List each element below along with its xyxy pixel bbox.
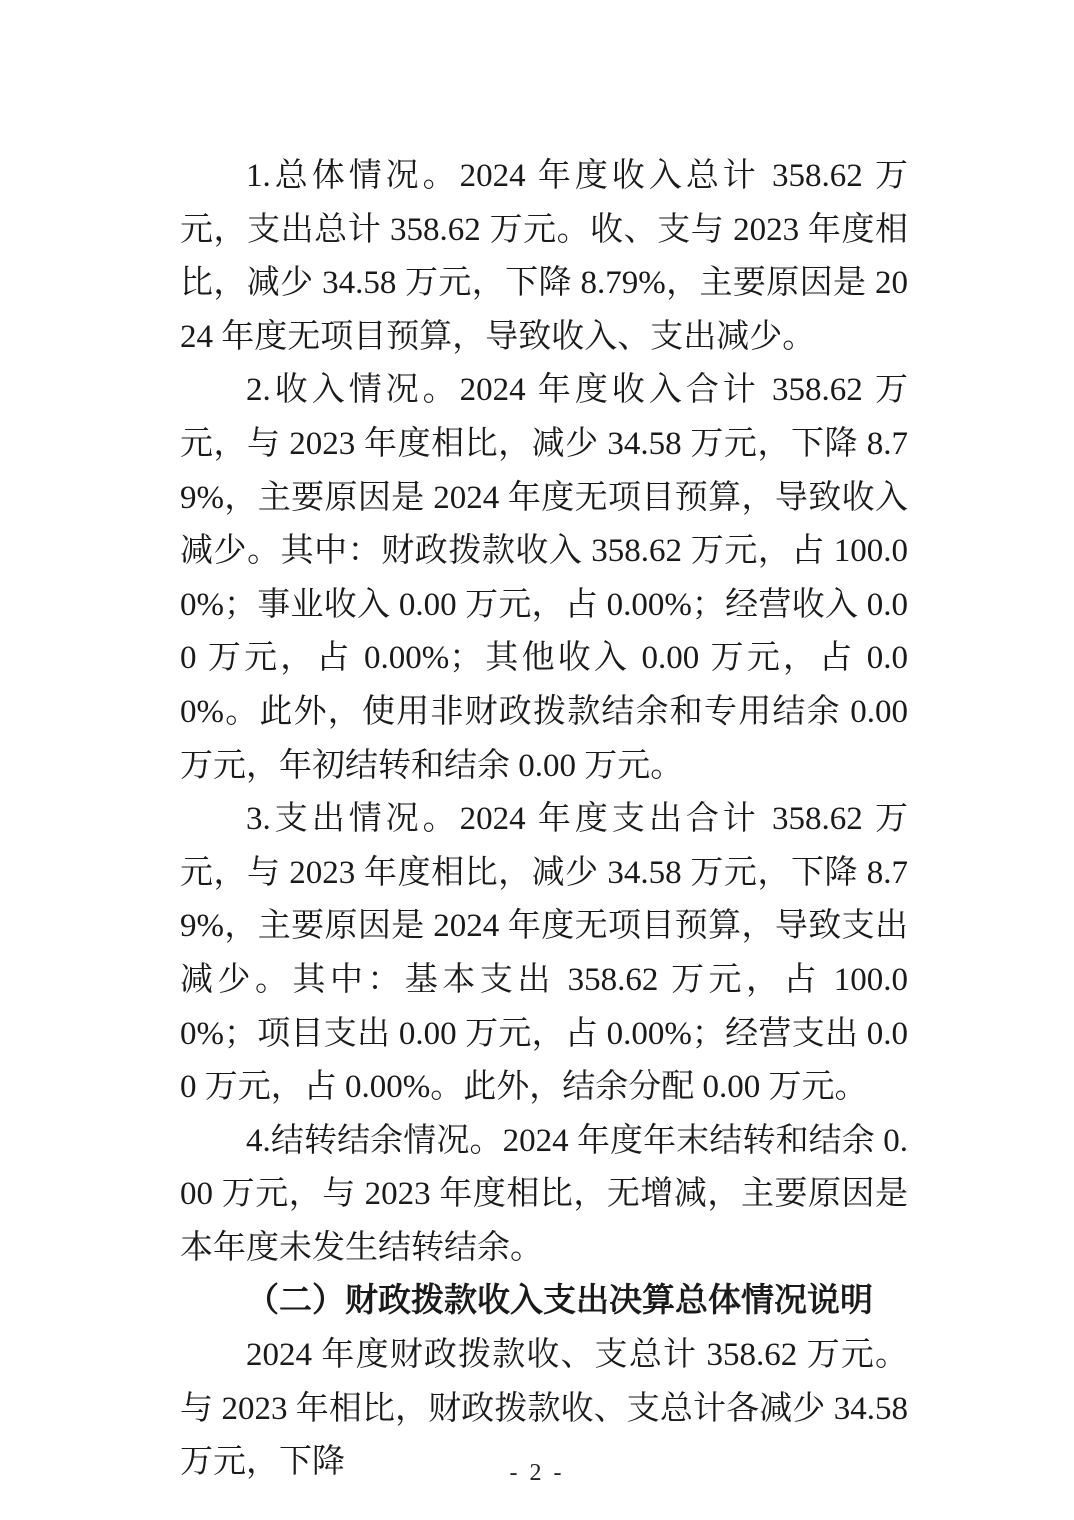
section-heading-fiscal-appropriation: （二）财政拨款收入支出决算总体情况说明 bbox=[246, 1283, 873, 1320]
paragraph-fiscal-appropriation-total: 2024 年度财政拨款收、支总计 358.62 万元。与 2023 年相比，财政拨款收、支总计各减少 34.58 万元，下降 bbox=[180, 1337, 908, 1481]
paragraph-carryover-balance: 4.结转结余情况。2024 年度年末结转和结余 0.00 万元，与 2023 年度相比，无增减，主要原因是本年度未发生结转结余。 bbox=[180, 1122, 908, 1266]
page-footer bbox=[0, 1460, 1074, 1487]
page-number: - 2 - bbox=[509, 1460, 565, 1486]
paragraph-expenditure-situation: 3.支出情况。2024 年度支出合计 358.62 万元，与 2023 年度相比，减少 34.58 万元，下降 8.79%，主要原因是 2024 年度无项目预算，导致支出减少。其中：基本支出 358.62 万元，占 100.00%；项目支出 0.00 万元，占 0.00%；经营支出 0.00 万元，占 0.00%。此外，结余分配 0.00 万元。 bbox=[180, 801, 908, 1106]
paragraph-income-situation: 2.收入情况。2024 年度收入合计 358.62 万元，与 2023 年度相比，减少 34.58 万元，下降 8.79%，主要原因是 2024 年度无项目预算，导致收入减少。其中：财政拨款收入 358.62 万元，占 100.00%；事业收入 0.00 万元，占 0.00%；经营收入 0.00 万元，占 0.00%；其他收入 0.00 万元，占 0.00%。此外，使用非财政拨款结余和专用结余 0.00 万元，年初结转和结余 0.00 万元。 bbox=[180, 372, 908, 784]
paragraph-overall-situation: 1.总体情况。2024 年度收入总计 358.62 万元，支出总计 358.62 万元。收、支与 2023 年度相比，减少 34.58 万元，下降 8.79%，主要原因是 2024 年度无项目预算，导致收入、支出减少。 bbox=[180, 158, 908, 355]
document-body bbox=[180, 150, 908, 1490]
